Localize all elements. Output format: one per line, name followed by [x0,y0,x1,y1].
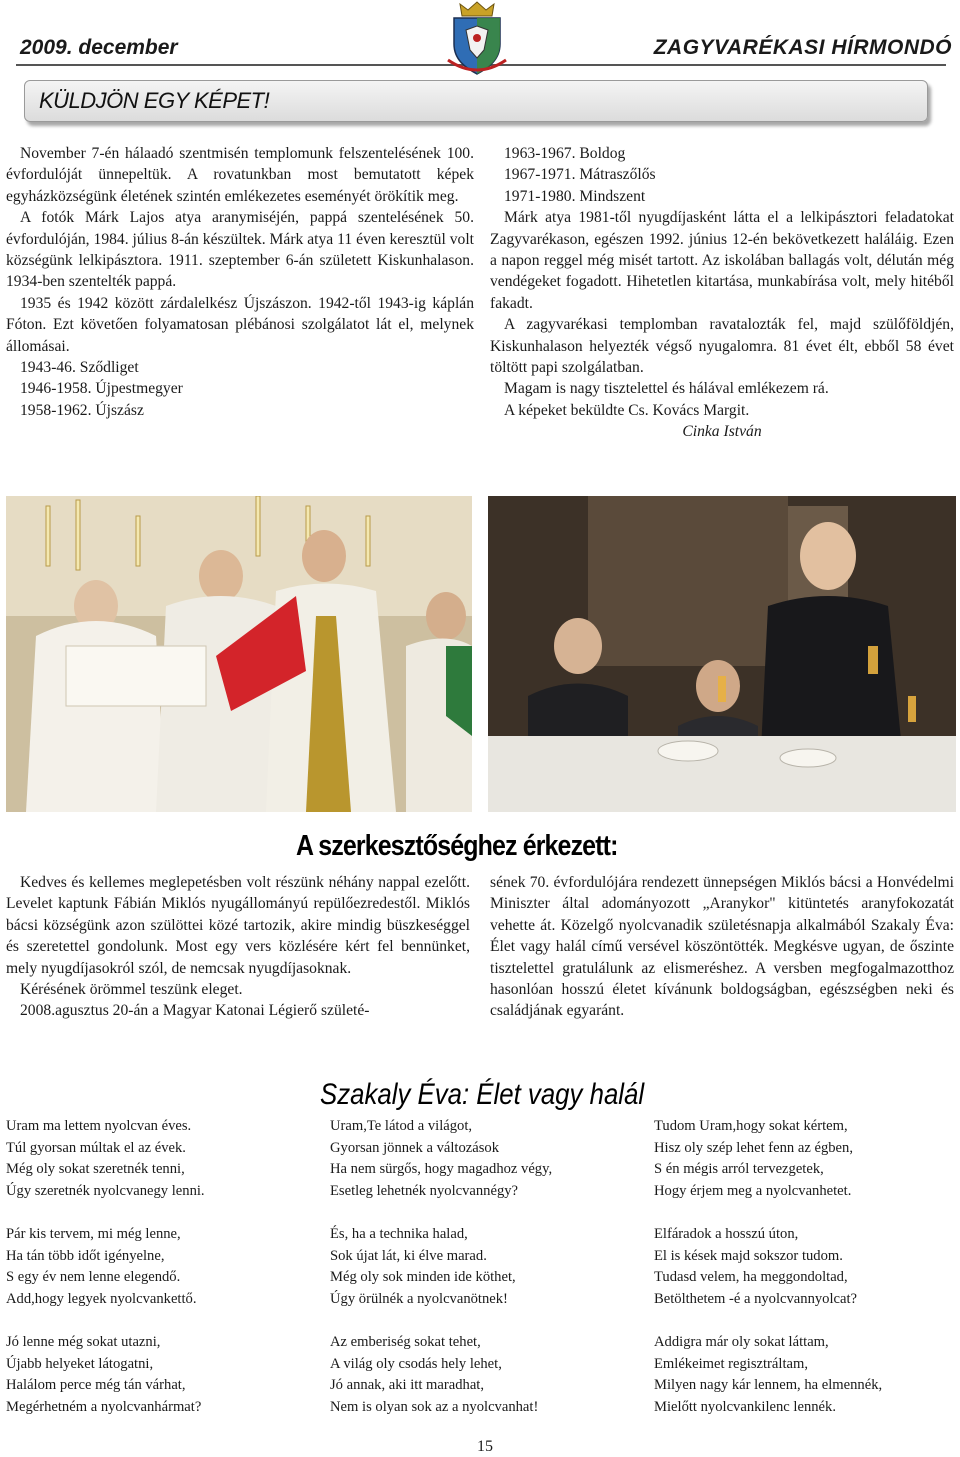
poem-line: Túl gyorsan múltak el az évek. [6,1139,186,1156]
poem-stanza [654,1116,954,1202]
poem-line: Úgy szeretnék nyolcvanegy lenni. [6,1182,205,1199]
issue-date: 2009. december [20,36,178,59]
article1-column-right [490,143,954,443]
poem-line: Az emberiség sokat tehet, [330,1334,481,1350]
article1-paragraph: A képeket beküldte Cs. Kovács Margit. [504,401,750,419]
poem-line: Megérhetném a nyolcvanhármat? [6,1398,202,1415]
station-item: 1971-1980. Mindszent [504,187,646,205]
poem-line: Uram ma lettem nyolcvan éves. [6,1118,192,1134]
poem-line: És, ha a technika halad, [330,1226,468,1242]
article2-column-right [490,872,954,1022]
poem-line: Ha tán több időt igényelne, [6,1247,165,1264]
poem-line: Jó annak, aki itt maradhat, [330,1377,484,1393]
article1-paragraph: Márk atya 1981-től nyugdíjasként látta el a lelkipásztori feladatokat Zagyvarékason, egészen 1992. június 12-én bekövetkezett haláláig. Ezen a napon reggel még misét tartott. Az iskolában ballagás volt, délután még vendégeket fogadott. Hihetetlen kitartása, munkabírása volt, mely hitéből fakadt. [490,209,954,312]
coat-of-arms-icon [446,0,508,76]
poem-line: Uram,Te látod a világot, [330,1118,473,1134]
poem-line: Milyen nagy kár lennem, ha elmennék, [654,1377,883,1393]
poem-stanza [6,1224,306,1310]
article1-paragraph: November 7-én hálaadó szentmisén templomunk felszentelésének 100. évfordulóját ünnepeltük. A rovatunkban most bemutatott képek egyházközségünk életének szintén emlékezetes eseményét örökítik meg. [6,145,474,205]
station-item: 1963-1967. Boldog [504,145,626,162]
poem-stanza [6,1116,306,1202]
poem-stanza [330,1116,630,1202]
station-item: 1946-1958. Újpestmegyer [20,380,183,398]
poem-line: Újabb helyeket látogatni, [6,1355,154,1372]
section-title: A szerkesztőséghez érkezett: [296,830,618,862]
station-item: 1958-1962. Újszász [20,401,144,419]
poem-line: Add,hogy legyek nyolcvankettő. [6,1290,197,1307]
article2-column-left [6,872,470,1022]
section-banner [24,80,928,122]
publication-title: ZAGYVARÉKASI HÍRMONDÓ [653,36,952,59]
article1-column-left [6,143,474,421]
page-number: 15 [477,1438,493,1455]
poem-line: Emlékeimet regisztráltam, [654,1355,808,1372]
poem-stanza [654,1332,954,1418]
poem-column [654,1116,954,1440]
poem-line: Tudasd velem, ha meggondoltad, [654,1269,848,1285]
article2-paragraph: sének 70. évfordulójára rendezett ünnepségen Miklós bácsi a Honvédelmi Miniszter által adományozott „Aranykor" kitüntetés aranyfokozatát vehette át. Közelgő nyolcvanadik születésnapja alkalmából Szakaly Éva: Élet vagy halál című versével köszöntötték. Megkésve ugyan, de őszinte tisztelettel gratulálunk az elismeréshez. A versben megfogalmazotthoz hasonlóan hosszú életet kívánunk boldogságban, egészségben neki és családjának egyaránt. [490,874,954,1020]
article1-paragraph: 1935 és 1942 között zárdalelkész Újszászon. 1942-től 1943-ig káplán Fóton. Ezt követően folyamatosan plébánosi szolgálatot lát el, melynek állomásai. [6,294,474,355]
poem-line: Ha nem sürgős, hogy magadhoz végy, [330,1161,553,1177]
poem-line: A világ oly csodás hely lehet, [330,1355,502,1372]
station-item: 1967-1971. Mátraszőlős [504,166,656,184]
poem-line: Addigra már oly sokat láttam, [654,1334,829,1350]
poem-line: Pár kis tervem, mi még lenne, [6,1226,181,1242]
poem-line: S egy év nem lenne elegendő. [6,1269,181,1285]
author-signature: Cinka István [682,423,762,441]
poem-line: Hogy érjem meg a nyolcvanhetet. [654,1182,852,1199]
poem-line: Úgy örülnék a nyolcvanötnek! [330,1290,508,1307]
article2-paragraph: 2008.agusztus 20-án a Magyar Katonai Légierő születé- [20,1002,370,1020]
poem-stanza [330,1332,630,1418]
poem-line: Mielőtt nyolcvankilenc lennék. [654,1398,836,1415]
poem-line: Hisz oly szép lehet fenn az égben, [654,1139,853,1156]
poem-line: El is kések majd sokszor tudom. [654,1247,843,1264]
poem-column [6,1116,306,1440]
poem-line: Elfáradok a hosszú úton, [654,1226,799,1242]
article1-paragraph: A zagyvarékasi templomban ravatalozták fel, majd szülőföldjén, Kiskunhalason helyezték végső nyugalomra. 81 évet élt, ebből 58 évet töltött papi szolgálatban. [490,316,954,377]
station-item: 1943-46. Sződliget [20,359,139,377]
banner-title: KÜLDJÖN EGY KÉPET! [39,88,270,113]
poem-line: Tudom Uram,hogy sokat kértem, [654,1118,848,1134]
poem-stanza [6,1332,306,1418]
poem-line: S én mégis arról tervezgetek, [654,1161,824,1177]
poem-stanza [330,1224,630,1310]
poem-line: Esetleg lehetnék nyolcvannégy? [330,1182,519,1199]
photo-celebration-dinner [488,496,956,812]
article2-paragraph: Kedves és kellemes meglepetésben volt részünk néhány nappal ezelőtt. Levelet kaptunk Fábián Miklós nyugállományú repülőezredestől. Miklós bácsi községünk azon szülöttei közé tartozik, akire mindig büszkeséggel és szeretettel gondolunk. Most egy vers közlésére kért fel bennünket, mely nyugdíjasokról szól, de nemcsak nyugdíjasoknak. [6,874,470,977]
poem-line: Még oly sok minden ide köthet, [330,1269,516,1285]
poem-line: Gyorsan jönnek a változások [330,1139,499,1156]
poem-title: Szakaly Éva: Élet vagy halál [320,1078,645,1111]
poem-column [330,1116,630,1440]
photo-mass-celebration [6,496,472,812]
poem-line: Még oly sokat szeretnék tenni, [6,1161,185,1177]
poem-line: Jó lenne még sokat utazni, [6,1334,161,1350]
article2-paragraph: Kérésének örömmel teszünk eleget. [20,981,243,999]
poem-line: Halálom perce még tán várhat, [6,1377,186,1393]
poem-stanza [654,1224,954,1310]
poem-line: Nem is olyan sok az a nyolcvanhat! [330,1398,539,1415]
article1-paragraph: A fotók Márk Lajos atya aranymiséjén, pappá szentelésének 50. évfordulóján, 1984. július 8-án készültek. Márk atya 11 éven keresztül volt községünk lelkipásztora. 1911. szeptember 6-án született Kiskunhalason. 1934-ben szentelték pappá. [6,209,474,291]
poem-line: Sok újat lát, ki élve marad. [330,1247,487,1264]
poem-line: Betölthetem -é a nyolcvannyolcat? [654,1290,858,1307]
article1-paragraph: Magam is nagy tisztelettel és hálával emlékezem rá. [504,380,829,398]
